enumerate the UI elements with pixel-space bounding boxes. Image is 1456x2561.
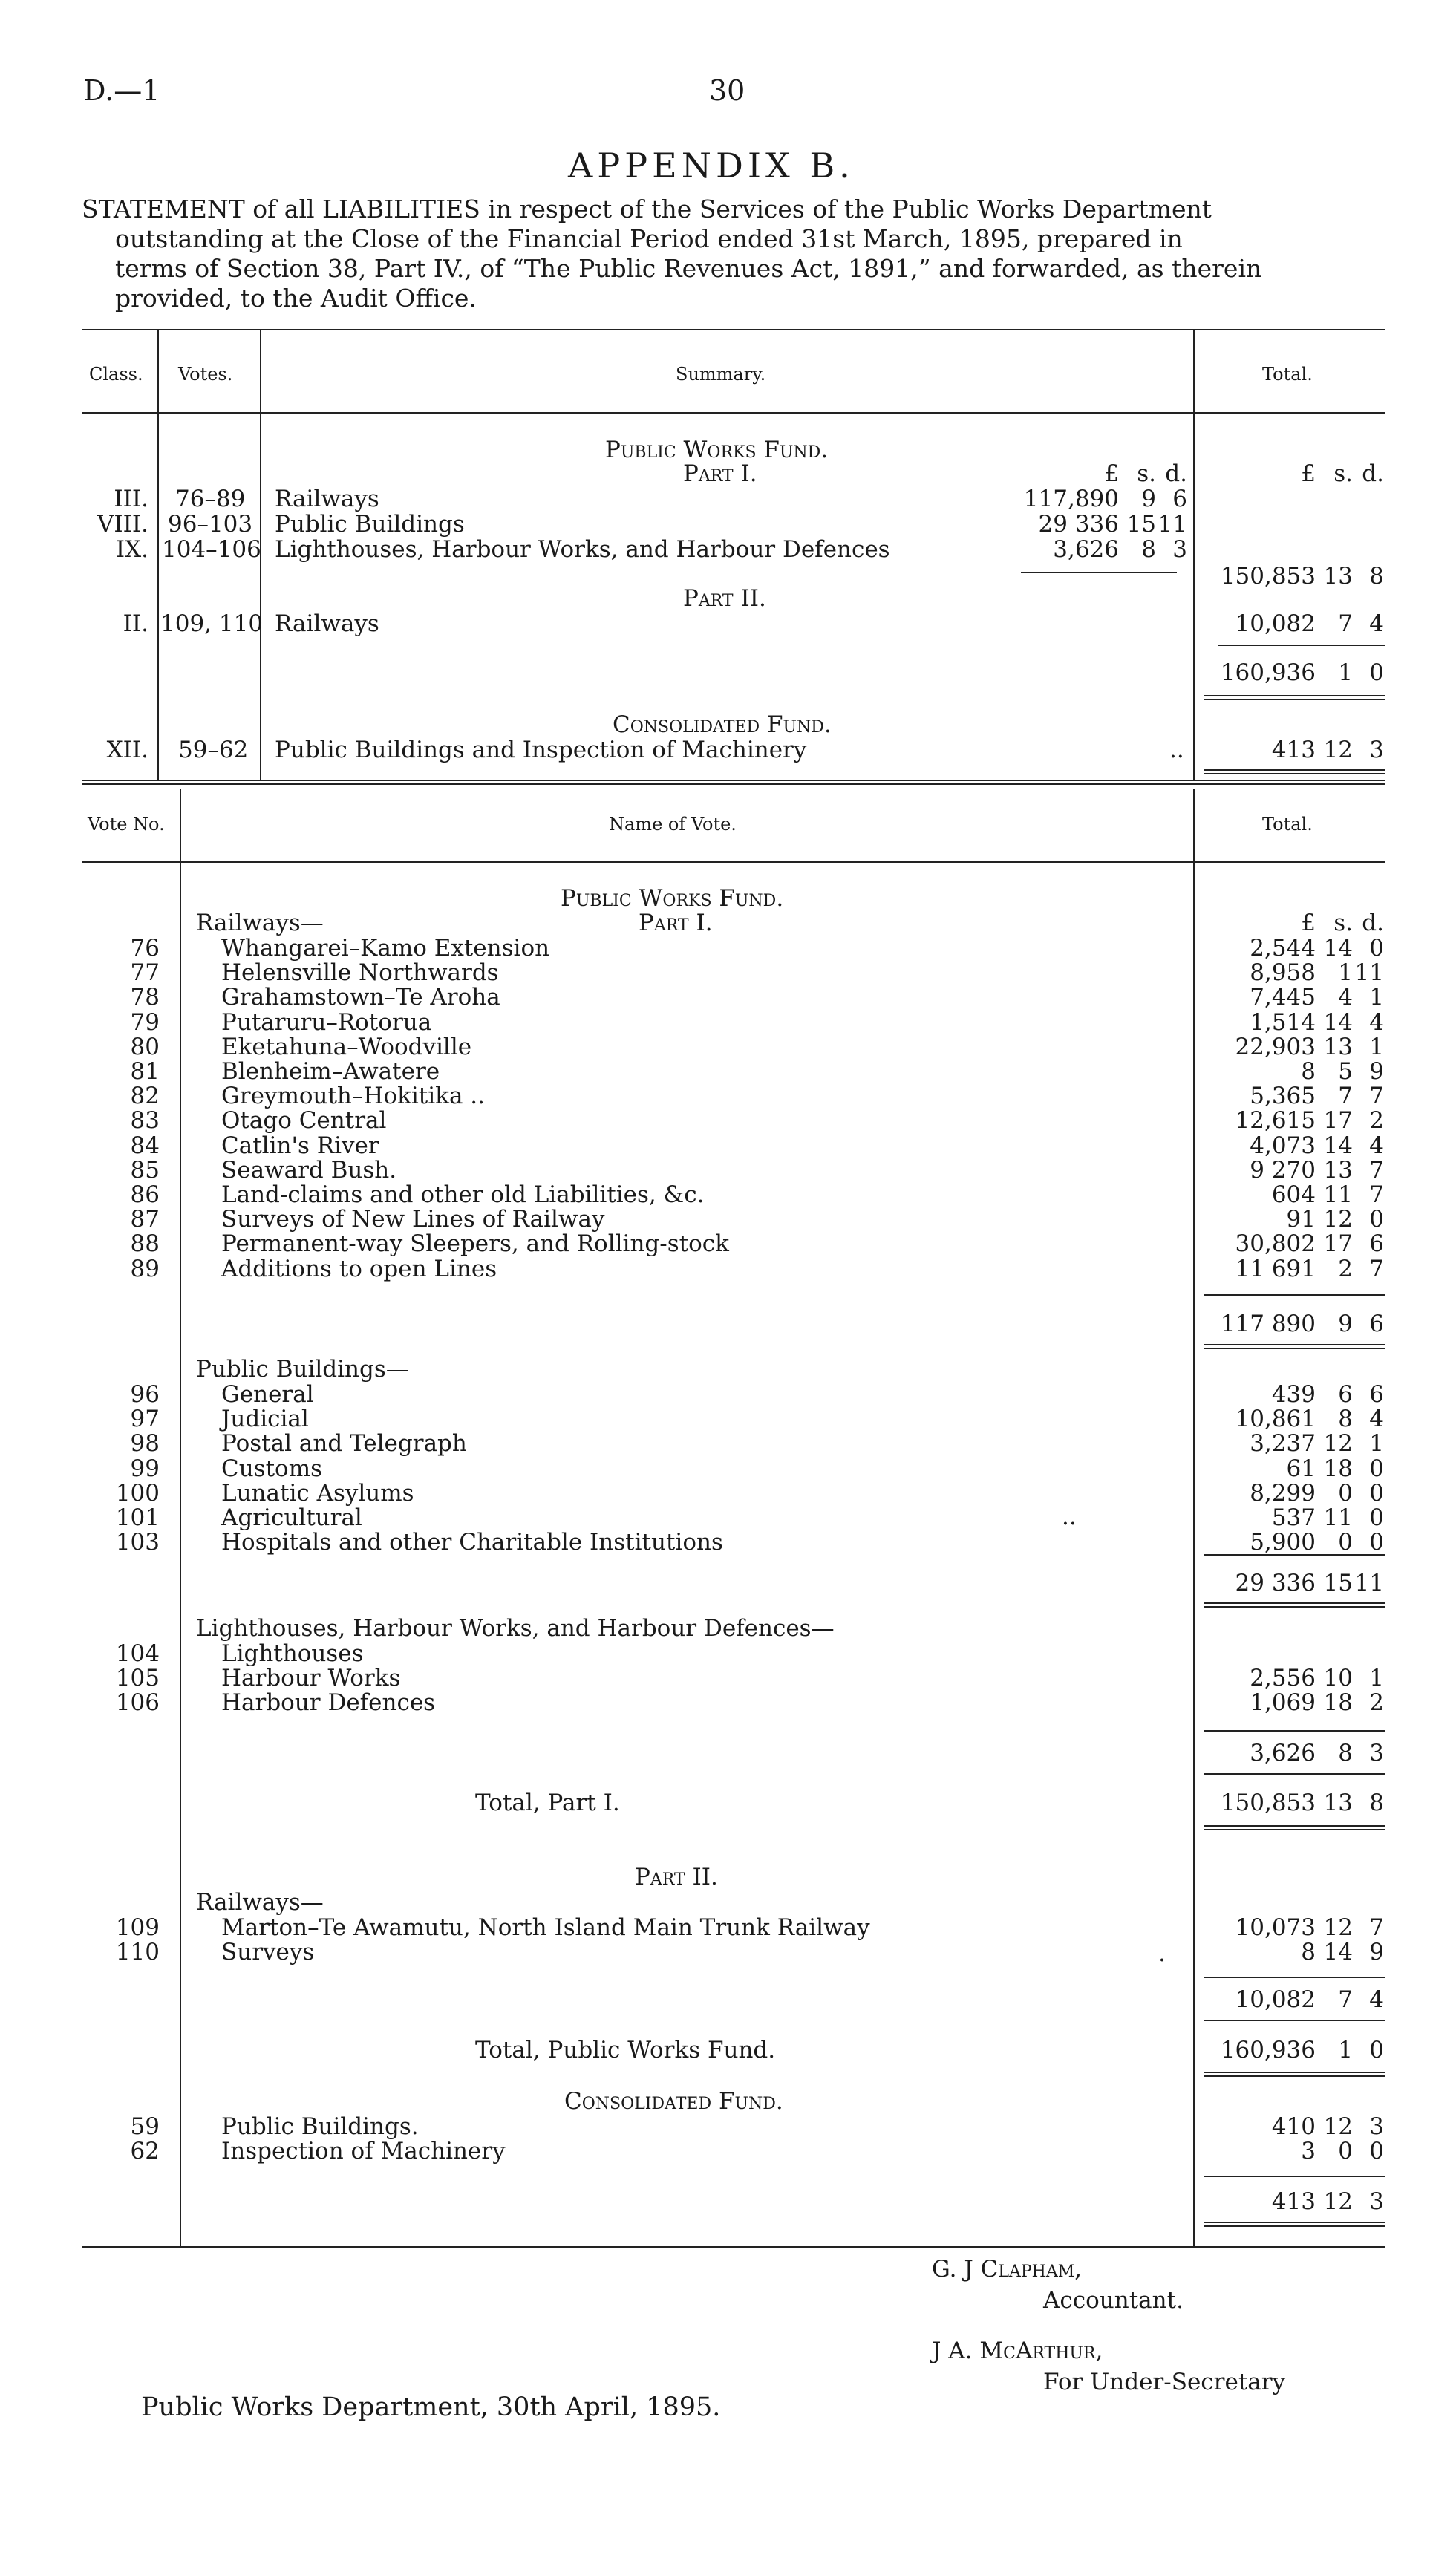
subtotal-rule [1204, 1554, 1385, 1556]
lsd-heading: £ s. d. [1104, 460, 1187, 487]
rule [82, 861, 1385, 863]
vote-name: Land-claims and other old Liabilities, &c. [221, 1181, 705, 1208]
fund-heading: Consolidated Fund. [564, 2088, 783, 2115]
vote-name: Seaward Bush. [221, 1156, 397, 1184]
vote-amount: 61 18 0 [1286, 1455, 1384, 1482]
vote-amount: 604 11 7 [1271, 1181, 1384, 1208]
vote-amount: 8 14 9 [1301, 1939, 1384, 1966]
statement-line-3: terms of Section 38, Part IV., of “The Public Revenues Act, 1891,” and forwarded, as therein [115, 254, 1262, 283]
summary-cell: Public Buildings and Inspection of Machinery [275, 737, 807, 763]
leader-dot: . [1158, 1940, 1166, 1967]
class-cell: VIII. [97, 511, 148, 538]
vote-name: Lunatic Asylums [221, 1479, 414, 1507]
vote-amount: 8,958 111 [1250, 959, 1384, 987]
section-heading: Railways— [196, 910, 324, 936]
summary-cell: Railways [275, 486, 379, 512]
header-total: Total. [1262, 364, 1313, 385]
column-rule [157, 329, 159, 780]
vote-amount [1204, 1640, 1384, 1667]
vote-number: 109 [115, 1914, 160, 1941]
signatory-1-role: Accountant. [1043, 2287, 1184, 2314]
rule [1204, 2020, 1385, 2021]
vote-amount: 537 11 0 [1271, 1504, 1384, 1531]
column-rule [1193, 329, 1195, 780]
vote-name: Surveys of New Lines of Railway [221, 1206, 605, 1233]
vote-amount: 8 5 9 [1301, 1058, 1384, 1085]
vote-number: 87 [130, 1206, 160, 1233]
total-pwf-label: Total, Public Works Fund. [475, 2037, 776, 2064]
leader-dots: .. [1169, 737, 1184, 763]
header-name-of-vote: Name of Vote. [609, 814, 737, 835]
double-rule [1204, 1602, 1385, 1608]
vote-amount: 4,073 14 4 [1250, 1132, 1384, 1159]
class-cell: III. [114, 486, 148, 512]
votes-cell: 104–106 [162, 536, 261, 563]
class-cell: XII. [106, 737, 148, 763]
vote-name: Surveys [221, 1939, 315, 1966]
total-part1: 150,853 13 8 [1220, 1790, 1384, 1816]
vote-number: 105 [115, 1665, 160, 1692]
double-rule [1204, 2072, 1385, 2077]
summary-cell: Lighthouses, Harbour Works, and Harbour Defences [275, 536, 890, 563]
vote-amount: 30,802 17 6 [1235, 1230, 1384, 1258]
summary-cell: Railways [275, 610, 379, 637]
vote-number: 85 [130, 1156, 160, 1184]
section-heading: Railways— [196, 1889, 324, 1916]
signatory-2-name: J A. McArthur, [932, 2337, 1103, 2364]
part-heading: Part II. [683, 585, 766, 612]
vote-amount: 410 12 3 [1271, 2113, 1384, 2140]
vote-number: 88 [130, 1230, 160, 1258]
vote-amount: 5,900 0 0 [1250, 1529, 1384, 1556]
header-summary: Summary. [676, 364, 766, 385]
double-rule [1204, 695, 1385, 700]
subtotal-rule [1204, 1730, 1385, 1732]
vote-number: 99 [130, 1455, 160, 1482]
table-end-rule [82, 2246, 1385, 2248]
part-heading: Part I. [639, 910, 713, 936]
railways-subtotal: 117 890 9 6 [1220, 1311, 1384, 1337]
votes-cell: 96–103 [168, 511, 253, 538]
vote-name: Otago Central [221, 1107, 387, 1135]
vote-amount: 2,544 14 0 [1250, 935, 1384, 962]
vote-name: Judicial [221, 1406, 309, 1433]
vote-number: 59 [130, 2113, 160, 2140]
pwf-total: 160,936 1 0 [1220, 659, 1384, 686]
vote-name: Postal and Telegraph [221, 1430, 467, 1458]
header-class: Class. [89, 364, 143, 385]
column-rule [1193, 789, 1195, 2246]
vote-number: 89 [130, 1255, 160, 1282]
statement-line-1: STATEMENT of all LIABILITIES in respect of the Services of the Public Works Department [82, 195, 1212, 224]
vote-number: 82 [130, 1083, 160, 1110]
part-heading: Part II. [635, 1864, 718, 1890]
section-heading: Lighthouses, Harbour Works, and Harbour Defences— [196, 1615, 835, 1642]
fund-heading: Public Works Fund. [605, 437, 829, 463]
vote-number: 84 [130, 1132, 160, 1159]
double-rule [1204, 769, 1385, 774]
vote-amount: 3,237 12 1 [1250, 1430, 1384, 1458]
vote-amount: 1,514 14 4 [1250, 1008, 1384, 1036]
rule [82, 329, 1385, 330]
vote-name: General [221, 1381, 314, 1408]
consolidated-subtotal: 413 12 3 [1271, 2188, 1384, 2215]
vote-number: 103 [115, 1529, 160, 1556]
vote-name: Hospitals and other Charitable Institutions [221, 1529, 723, 1556]
vote-name: Eketahuna–Woodville [221, 1033, 472, 1060]
subtotal-rule [1204, 1977, 1385, 1978]
vote-amount: 11 691 2 7 [1235, 1255, 1384, 1282]
vote-name: Grahamstown–Te Aroha [221, 984, 500, 1011]
vote-number: 97 [130, 1406, 160, 1433]
total-part1-label: Total, Part I. [475, 1790, 620, 1816]
vote-number: 98 [130, 1430, 160, 1458]
amount-cell: 29 336 1511 [1038, 511, 1187, 538]
part1-total: 150,853 13 8 [1220, 563, 1384, 590]
double-rule [1204, 1825, 1385, 1830]
vote-number: 83 [130, 1107, 160, 1135]
buildings-subtotal: 29 336 1511 [1235, 1570, 1384, 1596]
vote-amount: 10,861 8 4 [1235, 1406, 1384, 1433]
vote-number: 81 [130, 1058, 160, 1085]
vote-name: Marton–Te Awamutu, North Island Main Trunk Railway [221, 1914, 870, 1941]
votes-cell: 76–89 [175, 486, 246, 512]
lsd-heading: £ s. d. [1301, 910, 1384, 936]
subtotal-rule [1204, 2176, 1385, 2177]
vote-amount: 2,556 10 1 [1250, 1665, 1384, 1692]
double-rule [1204, 2222, 1385, 2227]
vote-name: Harbour Defences [221, 1689, 436, 1717]
footer-date: Public Works Department, 30th April, 1895. [141, 2392, 721, 2422]
votes-cell: 109, 110 [160, 610, 264, 637]
table-end-rule [82, 780, 1385, 785]
vote-name: Whangarei–Kamo Extension [221, 935, 550, 962]
vote-amount: 439 6 6 [1271, 1381, 1384, 1408]
rule [82, 412, 1385, 414]
class-cell: IX. [115, 536, 148, 563]
vote-amount: 5,365 7 7 [1250, 1083, 1384, 1110]
vote-name: Greymouth–Hokitika .. [221, 1083, 485, 1110]
vote-number: 104 [115, 1640, 160, 1667]
votes-cell: 59–62 [178, 737, 249, 763]
vote-name: Harbour Works [221, 1665, 401, 1692]
vote-number: 76 [130, 935, 160, 962]
double-rule [1204, 1344, 1385, 1349]
vote-name: Lighthouses [221, 1640, 364, 1667]
vote-number: 62 [130, 2138, 160, 2165]
vote-number: 100 [115, 1479, 160, 1507]
vote-name: Customs [221, 1455, 323, 1482]
vote-name: Agricultural [221, 1504, 362, 1531]
vote-name: Blenheim–Awatere [221, 1058, 440, 1085]
signatory-2-role: For Under-Secretary [1043, 2369, 1286, 2395]
amount-cell: 10,082 7 4 [1235, 610, 1384, 637]
class-cell: II. [123, 610, 148, 637]
fund-heading: Consolidated Fund. [613, 711, 832, 738]
vote-amount: 9 270 13 7 [1250, 1156, 1384, 1184]
lighthouses-subtotal: 3,626 8 3 [1250, 1740, 1384, 1766]
vote-number: 110 [115, 1939, 160, 1966]
vote-number: 101 [115, 1504, 160, 1531]
summary-cell: Public Buildings [275, 511, 465, 538]
vote-number: 77 [130, 959, 160, 987]
statement-line-4: provided, to the Audit Office. [115, 284, 477, 313]
statement-line-2: outstanding at the Close of the Financial Period ended 31st March, 1895, prepared in [115, 224, 1183, 253]
column-rule [180, 789, 181, 2246]
vote-amount: 10,073 12 7 [1235, 1914, 1384, 1941]
vote-amount: 22,903 13 1 [1235, 1033, 1384, 1060]
vote-number: 79 [130, 1008, 160, 1036]
vote-amount: 8,299 0 0 [1250, 1479, 1384, 1507]
subtotal-rule [1021, 572, 1177, 573]
vote-amount: 12,615 17 2 [1235, 1107, 1384, 1135]
section-heading: Public Buildings— [196, 1356, 409, 1383]
vote-amount: 1,069 18 2 [1250, 1689, 1384, 1717]
vote-amount: 3 0 0 [1301, 2138, 1384, 2165]
vote-amount: 7,445 4 1 [1250, 984, 1384, 1011]
rule [1204, 1773, 1385, 1775]
signatory-1-name: G. J Clapham, [932, 2256, 1083, 2283]
amount-cell: 413 12 3 [1271, 737, 1384, 763]
total-rule [1218, 645, 1385, 646]
leader-dots: .. [1062, 1504, 1077, 1530]
vote-number: 106 [115, 1689, 160, 1717]
amount-cell: 117,890 9 6 [1023, 486, 1187, 512]
total-pwf: 160,936 1 0 [1220, 2037, 1384, 2064]
vote-name: Inspection of Machinery [221, 2138, 506, 2165]
part-heading: Part I. [683, 460, 757, 487]
railways2-subtotal: 10,082 7 4 [1235, 1986, 1384, 2013]
vote-name: Public Buildings. [221, 2113, 419, 2140]
amount-cell: 3,626 8 3 [1053, 536, 1187, 563]
vote-name: Catlin's River [221, 1132, 379, 1159]
header-votes: Votes. [178, 364, 233, 385]
vote-name: Additions to open Lines [221, 1255, 497, 1282]
vote-number: 80 [130, 1033, 160, 1060]
header-total: Total. [1262, 814, 1313, 835]
vote-number: 78 [130, 984, 160, 1011]
page-number: 30 [709, 74, 745, 107]
subtotal-rule [1204, 1294, 1385, 1296]
vote-number: 86 [130, 1181, 160, 1208]
document-reference: D.—1 [83, 74, 160, 107]
fund-heading: Public Works Fund. [561, 885, 784, 912]
vote-number: 96 [130, 1381, 160, 1408]
vote-name: Putaruru–Rotorua [221, 1008, 432, 1036]
appendix-title: APPENDIX B. [568, 146, 855, 186]
vote-amount: 91 12 0 [1286, 1206, 1384, 1233]
vote-name: Helensville Northwards [221, 959, 499, 987]
vote-name: Permanent-way Sleepers, and Rolling-stock [221, 1230, 729, 1258]
lsd-heading: £ s. d. [1301, 460, 1384, 487]
header-vote-no: Vote No. [88, 814, 165, 835]
